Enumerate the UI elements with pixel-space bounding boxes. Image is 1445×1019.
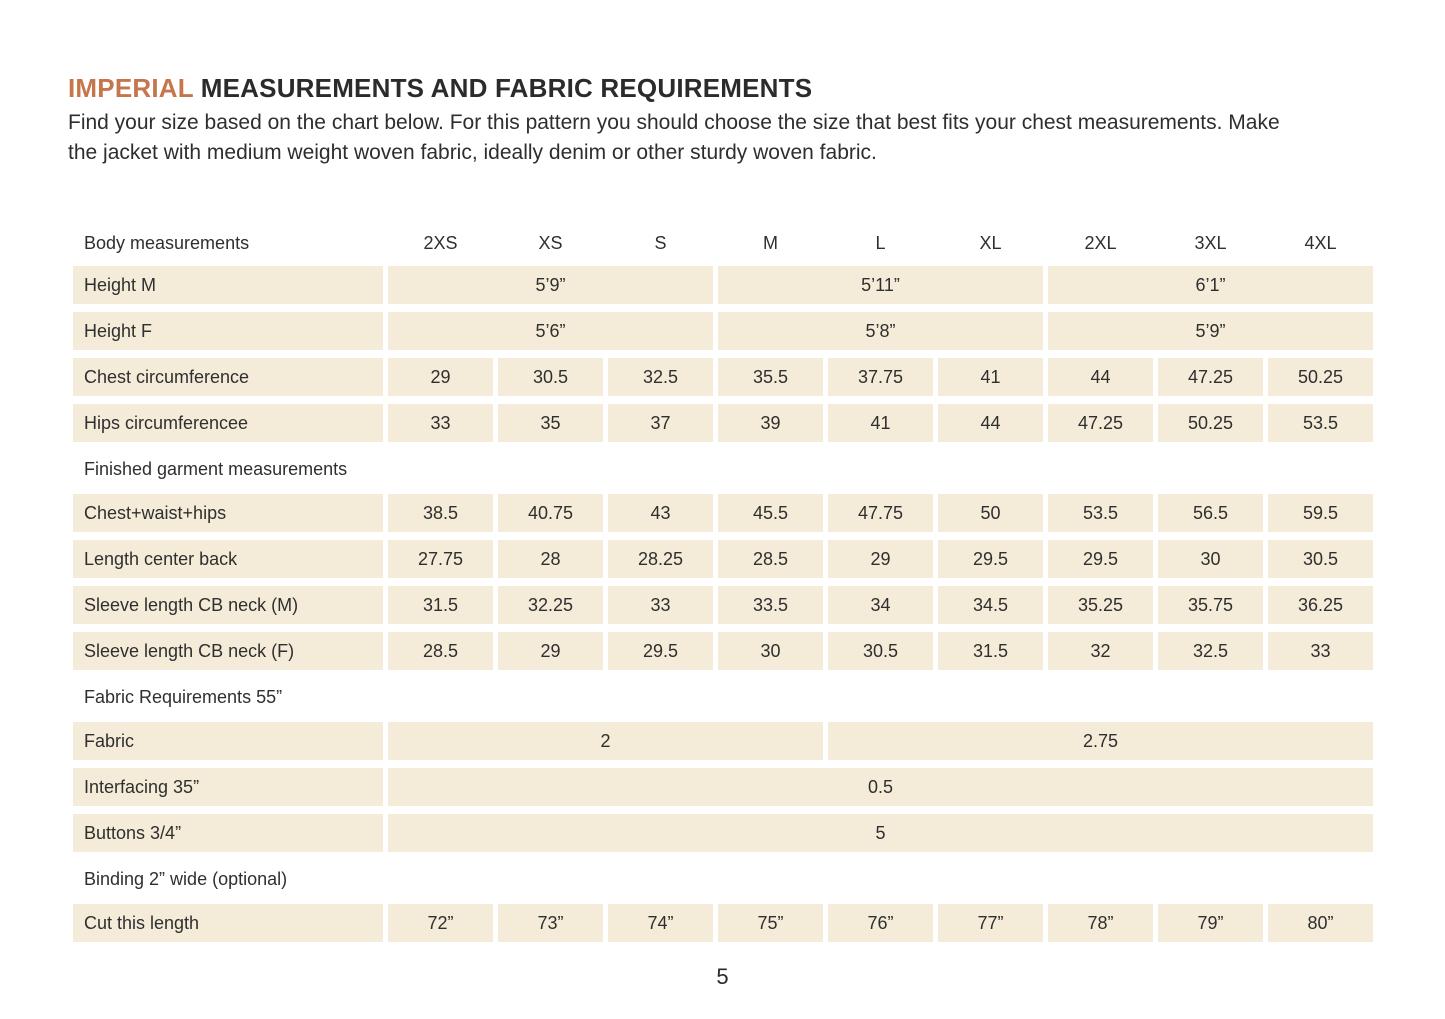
intro-paragraph: Find your size based on the chart below. For this pattern you should choose the size that best fits your chest measurements. Make the jacket with medium weight woven fabric, ideally denim or other sturdy woven fabric.: [68, 111, 1280, 164]
value-cell: 33: [388, 404, 493, 442]
value-cell: 76”: [828, 904, 933, 942]
value-cell: 75”: [718, 904, 823, 942]
value-cell: 79”: [1158, 904, 1263, 942]
value-cell: 41: [828, 404, 933, 442]
size-column-header-s: S: [654, 232, 667, 253]
size-column-header-4xl: 4XL: [1304, 232, 1337, 253]
value-cell: 33.5: [718, 586, 823, 624]
value-cell: 47.25: [1048, 404, 1153, 442]
table-row: [73, 312, 1373, 350]
value-cell: 29: [828, 540, 933, 578]
section-title: Binding 2” wide (optional): [84, 868, 288, 889]
value-cell: 34: [828, 586, 933, 624]
row-label: Length center back: [73, 540, 383, 578]
value-cell: 35: [498, 404, 603, 442]
value-cell: 77”: [938, 904, 1043, 942]
value-cell: 2: [388, 722, 823, 760]
value-cell: 30.5: [828, 632, 933, 670]
value-cell: 37.75: [828, 358, 933, 396]
value-cell: 29.5: [938, 540, 1043, 578]
size-column-header-xl: XL: [979, 232, 1002, 253]
size-column-header-2xs: 2XS: [423, 232, 458, 253]
row-label: Fabric: [73, 722, 383, 760]
value-cell: 30: [1158, 540, 1263, 578]
value-cell: 32: [1048, 632, 1153, 670]
size-column-header-l: L: [875, 232, 886, 253]
section-header-row: [73, 860, 1373, 898]
value-cell: 30.5: [1268, 540, 1373, 578]
value-cell: 53.5: [1268, 404, 1373, 442]
value-cell: 50.25: [1158, 404, 1263, 442]
value-cell: 35.75: [1158, 586, 1263, 624]
size-column-header-xs: XS: [538, 232, 563, 253]
value-cell: 80”: [1268, 904, 1373, 942]
value-cell: 36.25: [1268, 586, 1373, 624]
value-cell: 28.25: [608, 540, 713, 578]
value-cell: 44: [1048, 358, 1153, 396]
table-header-row: [73, 226, 1373, 260]
section-title: Finished garment measurements: [84, 458, 348, 479]
value-cell: 50: [938, 494, 1043, 532]
row-label: Buttons 3/4”: [73, 814, 383, 852]
row-label: Height F: [73, 312, 383, 350]
value-cell: 6’1”: [1048, 266, 1373, 304]
value-cell: 34.5: [938, 586, 1043, 624]
row-label: Chest+waist+hips: [73, 494, 383, 532]
value-cell: 72”: [388, 904, 493, 942]
table-row: [73, 814, 1373, 852]
value-cell: 29: [498, 632, 603, 670]
value-cell: 27.75: [388, 540, 493, 578]
table-row: [73, 904, 1373, 942]
value-cell: 29: [388, 358, 493, 396]
table-row: [73, 586, 1373, 624]
section-header-row: [73, 678, 1373, 716]
row-label: Hips circumferencee: [73, 404, 383, 442]
value-cell: 29.5: [608, 632, 713, 670]
value-cell: 31.5: [938, 632, 1043, 670]
size-column-header-3xl: 3XL: [1194, 232, 1227, 253]
page-title: [68, 72, 1375, 104]
column-header-body-measurements: Body measurements: [84, 232, 250, 253]
value-cell: 78”: [1048, 904, 1153, 942]
value-cell: 43: [608, 494, 713, 532]
value-cell: 37: [608, 404, 713, 442]
value-cell: 74”: [608, 904, 713, 942]
value-cell: 50.25: [1268, 358, 1373, 396]
value-cell: 28.5: [388, 632, 493, 670]
size-table: [73, 226, 1373, 942]
section-title: Fabric Requirements 55”: [84, 686, 283, 707]
value-cell: 28: [498, 540, 603, 578]
row-label: Sleeve length CB neck (M): [73, 586, 383, 624]
value-cell: 32.25: [498, 586, 603, 624]
value-cell: 5’9”: [388, 266, 713, 304]
value-cell: 44: [938, 404, 1043, 442]
value-cell: 30: [718, 632, 823, 670]
value-cell: 2.75: [828, 722, 1373, 760]
row-label: Sleeve length CB neck (F): [73, 632, 383, 670]
value-cell: 32.5: [1158, 632, 1263, 670]
table-row: [73, 540, 1373, 578]
value-cell: 35.5: [718, 358, 823, 396]
value-cell: 45.5: [718, 494, 823, 532]
value-cell: 38.5: [388, 494, 493, 532]
value-cell: 40.75: [498, 494, 603, 532]
page-number: 5: [716, 964, 729, 989]
value-cell: 32.5: [608, 358, 713, 396]
value-cell: 31.5: [388, 586, 493, 624]
table-row: [73, 768, 1373, 806]
value-cell: 0.5: [388, 768, 1373, 806]
value-cell: 56.5: [1158, 494, 1263, 532]
table-row: [73, 358, 1373, 396]
table-row: [73, 494, 1373, 532]
value-cell: 47.75: [828, 494, 933, 532]
value-cell: 41: [938, 358, 1043, 396]
table-row: [73, 632, 1373, 670]
value-cell: 47.25: [1158, 358, 1263, 396]
value-cell: 73”: [498, 904, 603, 942]
page-title-rest: MEASUREMENTS AND FABRIC REQUIREMENTS: [193, 73, 813, 103]
page-title-accent: IMPERIAL: [68, 73, 194, 103]
row-label: Height M: [73, 266, 383, 304]
size-column-header-m: M: [763, 232, 778, 253]
value-cell: 5: [388, 814, 1373, 852]
value-cell: 5’11”: [718, 266, 1043, 304]
table-row: [73, 404, 1373, 442]
row-label: Interfacing 35”: [73, 768, 383, 806]
value-cell: 28.5: [718, 540, 823, 578]
table-row: [73, 722, 1373, 760]
value-cell: 5’6”: [388, 312, 713, 350]
value-cell: 33: [1268, 632, 1373, 670]
section-header-row: [73, 450, 1373, 488]
row-label: Cut this length: [73, 904, 383, 942]
size-column-header-2xl: 2XL: [1084, 232, 1117, 253]
value-cell: 33: [608, 586, 713, 624]
value-cell: 59.5: [1268, 494, 1373, 532]
value-cell: 39: [718, 404, 823, 442]
value-cell: 30.5: [498, 358, 603, 396]
value-cell: 35.25: [1048, 586, 1153, 624]
value-cell: 5’9”: [1048, 312, 1373, 350]
value-cell: 53.5: [1048, 494, 1153, 532]
row-label: Chest circumference: [73, 358, 383, 396]
table-row: [73, 266, 1373, 304]
value-cell: 29.5: [1048, 540, 1153, 578]
value-cell: 5’8”: [718, 312, 1043, 350]
